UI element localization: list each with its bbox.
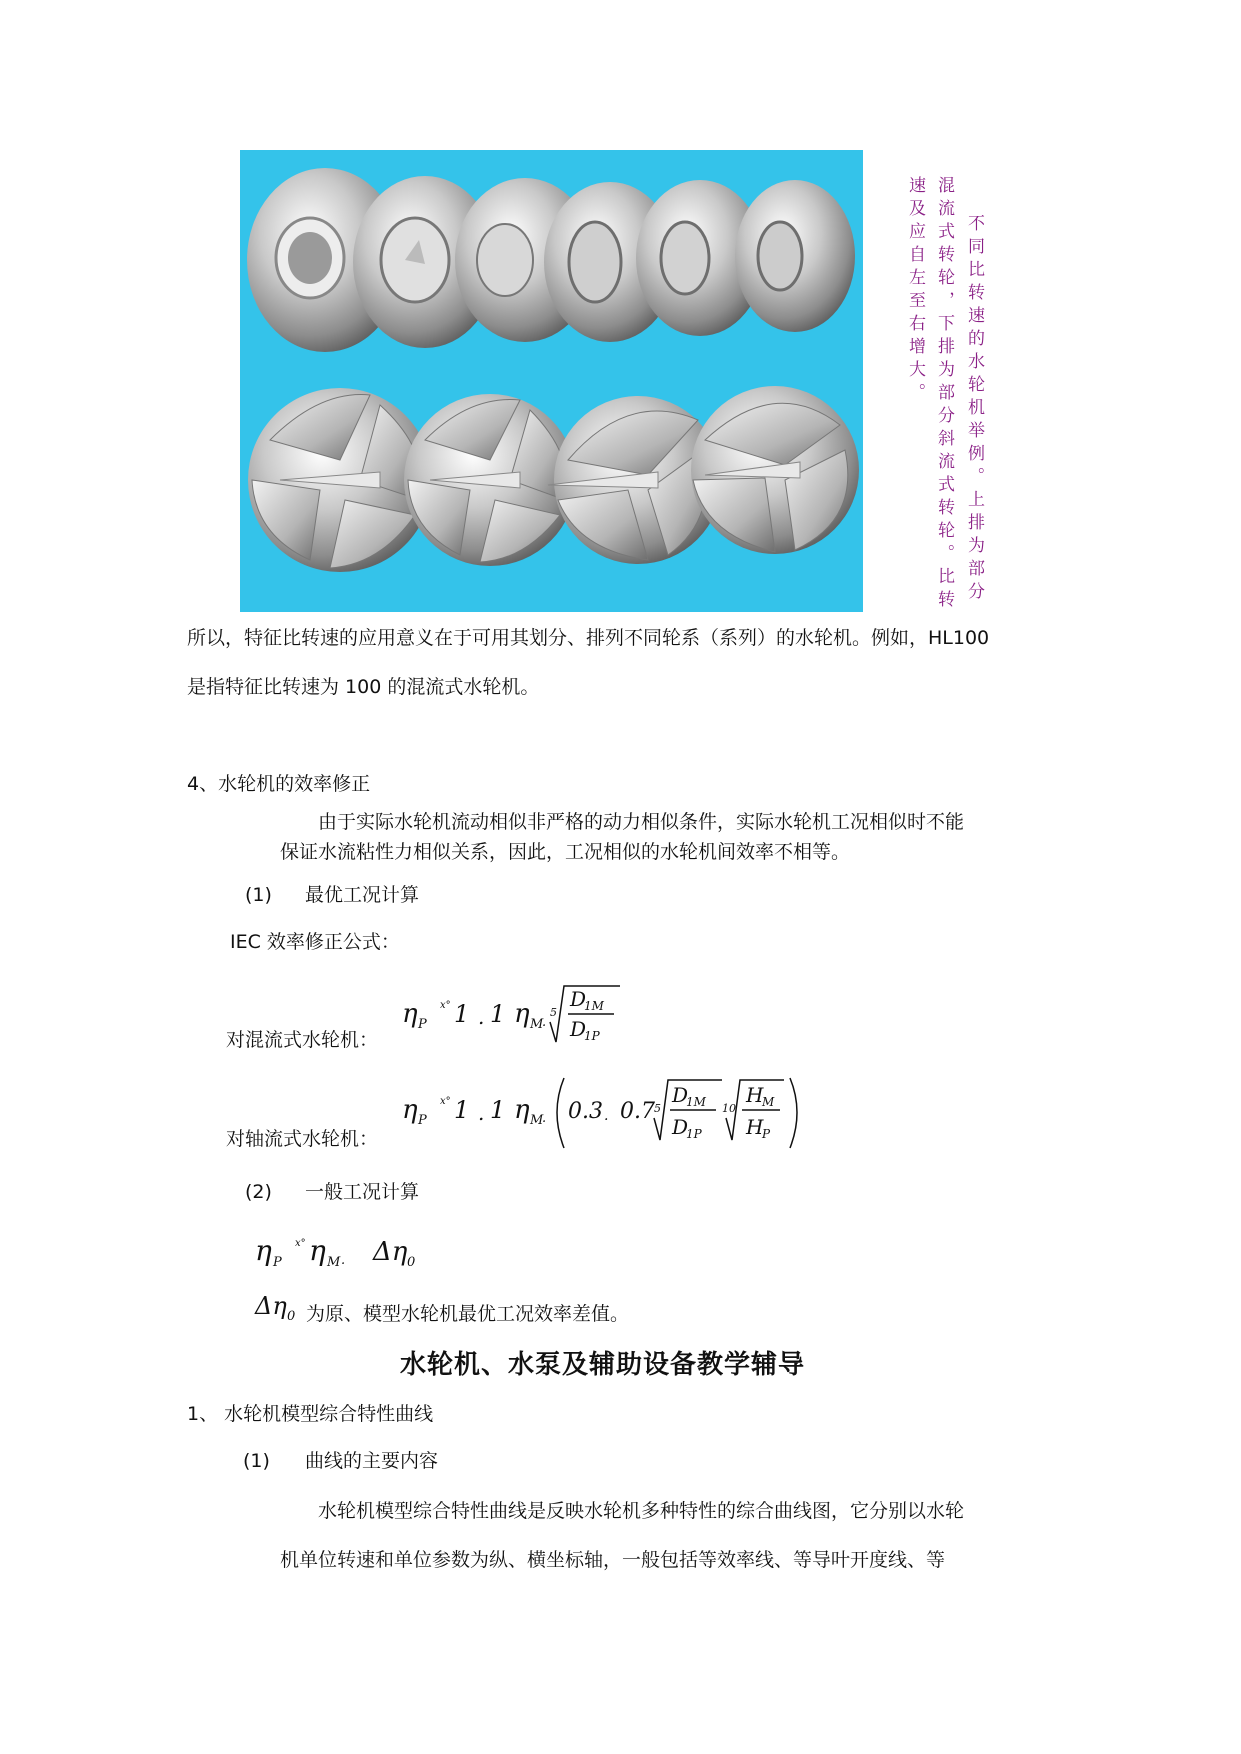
svg-text:M: M bbox=[530, 1017, 544, 1032]
sub1-number: (1) bbox=[243, 1450, 270, 1472]
item1-number: (1) bbox=[245, 884, 272, 906]
mixed-flow-label: 对混流式水轮机： bbox=[226, 1029, 379, 1051]
svg-text:D: D bbox=[570, 1017, 587, 1041]
iec-label: IEC 效率修正公式： bbox=[230, 931, 400, 953]
item2-number: (2) bbox=[245, 1181, 272, 1203]
formula-mixed-flow bbox=[400, 980, 640, 1050]
svg-text:D: D bbox=[672, 1115, 689, 1139]
svg-text:1P: 1P bbox=[686, 1127, 702, 1141]
delta-eta-description: 为原、模型水轮机最优工况效率差值。 bbox=[306, 1303, 630, 1325]
svg-text:5: 5 bbox=[654, 1102, 661, 1115]
svg-text:P: P bbox=[762, 1127, 771, 1141]
svg-text:η: η bbox=[402, 1095, 418, 1125]
para1-line1: 所以，特征比转速的应用意义在于可用其划分、排列不同轮系（系列）的水轮机。例如，HL100 bbox=[187, 627, 990, 649]
svg-text:0.3: 0.3 bbox=[568, 1099, 603, 1124]
svg-text:η: η bbox=[514, 1095, 530, 1125]
para1-line2: 是指特征比转速为 100 的混流式水轮机。 bbox=[187, 676, 540, 698]
sub1-body-line1: 水轮机模型综合特性曲线是反映水轮机多种特性的综合曲线图，它分别以水轮 bbox=[318, 1500, 965, 1522]
svg-text:P: P bbox=[418, 1017, 427, 1032]
top-row-runners bbox=[247, 168, 855, 352]
sub1-body-line2: 机单位转速和单位参数为纵、横坐标轴，一般包括等效率线、等导叶开度线、等 bbox=[280, 1549, 946, 1571]
caption-column-2: 混流式转轮，下排为部分斜流式转轮。比转 bbox=[934, 176, 954, 613]
svg-text:x°: x° bbox=[295, 1238, 306, 1249]
svg-text:.: . bbox=[604, 1108, 609, 1124]
item1-title: 最优工况计算 bbox=[305, 884, 420, 906]
svg-text:M: M bbox=[530, 1113, 544, 1128]
svg-text:η: η bbox=[255, 1234, 272, 1267]
svg-text:.: . bbox=[478, 1005, 485, 1029]
svg-text:x°: x° bbox=[440, 1000, 451, 1011]
svg-text:1M: 1M bbox=[686, 1095, 706, 1109]
svg-text:Δη: Δη bbox=[373, 1237, 408, 1267]
section-4-body-line2: 保证水流粘性力相似关系，因此，工况相似的水轮机间效率不相等。 bbox=[280, 841, 851, 863]
formula-axial-flow bbox=[400, 1072, 820, 1152]
svg-text:1: 1 bbox=[490, 1096, 506, 1124]
section-4-title: 4、水轮机的效率修正 bbox=[187, 773, 371, 795]
svg-text:P: P bbox=[418, 1113, 427, 1128]
svg-text:D: D bbox=[570, 987, 587, 1011]
sub1-title: 曲线的主要内容 bbox=[305, 1450, 439, 1472]
svg-text:.: . bbox=[478, 1101, 485, 1125]
axial-flow-label: 对轴流式水轮机： bbox=[226, 1128, 379, 1150]
caption-column-1: 不同比转速的水轮机举例。上排为部分 bbox=[964, 214, 984, 605]
svg-text:.: . bbox=[341, 1253, 346, 1268]
svg-text:H: H bbox=[746, 1083, 764, 1107]
svg-text:10: 10 bbox=[722, 1102, 736, 1115]
svg-text:η: η bbox=[309, 1234, 326, 1267]
svg-text:M: M bbox=[762, 1095, 775, 1109]
formula-general bbox=[255, 1224, 455, 1274]
caption-column-3: 速及应自左至右增大。 bbox=[905, 176, 925, 406]
svg-text:.: . bbox=[542, 1111, 547, 1126]
svg-text:1P: 1P bbox=[584, 1029, 600, 1043]
svg-text:0.7: 0.7 bbox=[620, 1099, 655, 1124]
svg-text:M: M bbox=[327, 1255, 341, 1270]
svg-text:P: P bbox=[273, 1255, 282, 1270]
svg-text:D: D bbox=[672, 1083, 689, 1107]
svg-text:Δη: Δη bbox=[255, 1292, 287, 1320]
runner-photo bbox=[240, 150, 863, 612]
svg-text:1: 1 bbox=[490, 1000, 506, 1028]
formula-eta: η bbox=[402, 999, 418, 1029]
svg-text:5: 5 bbox=[550, 1006, 557, 1019]
bottom-row-runners bbox=[248, 386, 859, 572]
section-4-body-line1: 由于实际水轮机流动相似非严格的动力相似条件，实际水轮机工况相似时不能 bbox=[318, 811, 965, 833]
svg-text:η: η bbox=[514, 999, 530, 1029]
svg-text:1: 1 bbox=[454, 1000, 470, 1028]
svg-text:x°: x° bbox=[440, 1096, 451, 1107]
runner-illustration bbox=[240, 150, 863, 612]
svg-text:.: . bbox=[542, 1015, 547, 1030]
svg-text:0: 0 bbox=[287, 1309, 296, 1324]
svg-text:1M: 1M bbox=[584, 999, 604, 1013]
svg-text:1: 1 bbox=[454, 1096, 470, 1124]
section-1-title: 1、 水轮机模型综合特性曲线 bbox=[187, 1403, 434, 1425]
section-heading: 水轮机、水泵及辅助设备教学辅导 bbox=[400, 1350, 806, 1380]
item2-title: 一般工况计算 bbox=[305, 1181, 420, 1203]
svg-text:0: 0 bbox=[407, 1255, 416, 1270]
svg-text:H: H bbox=[746, 1115, 764, 1139]
